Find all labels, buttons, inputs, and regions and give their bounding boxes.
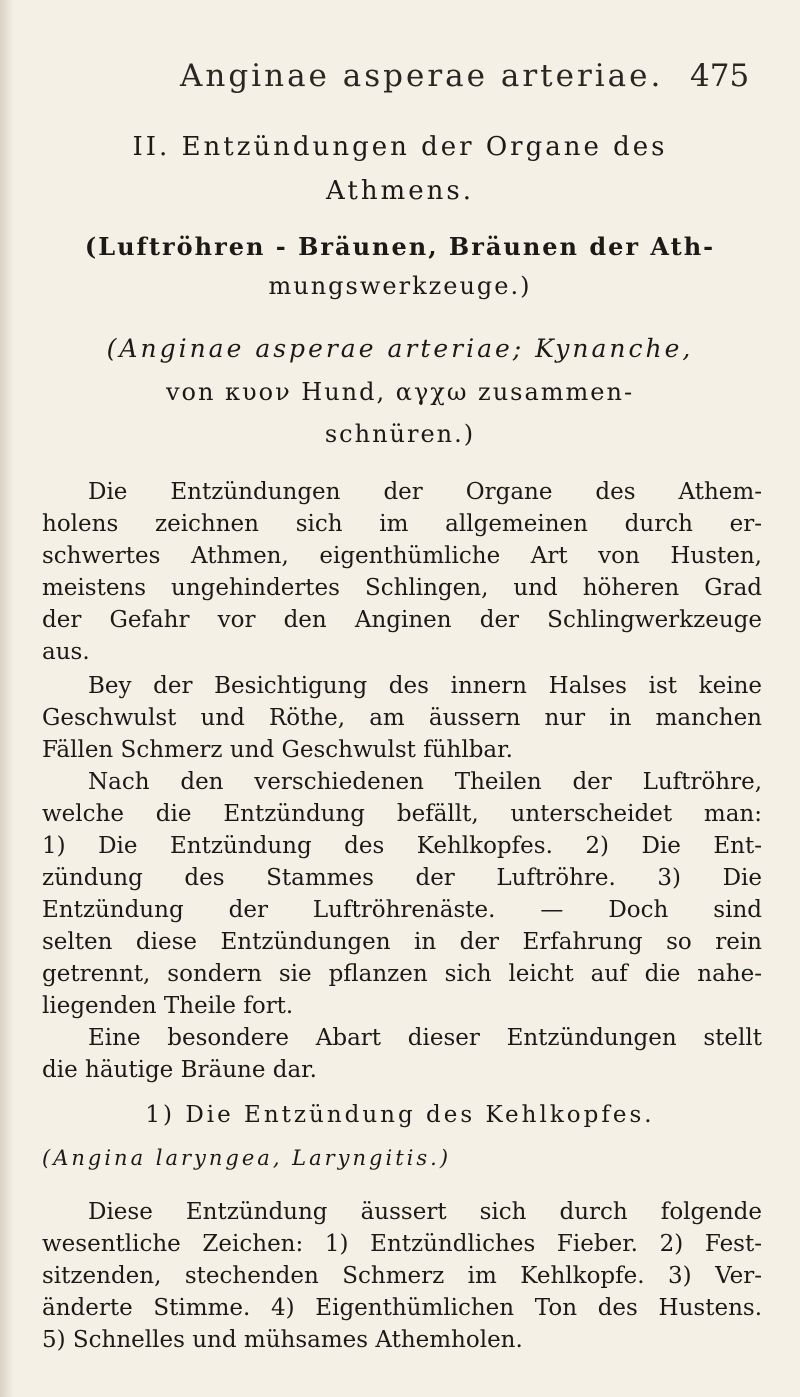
text-line: aus.: [42, 639, 90, 665]
paragraph-1: [42, 476, 762, 668]
page-header: [0, 58, 800, 102]
text-line: welche die Entzündung befällt, unterscheidet man:: [42, 801, 762, 827]
text-line: Nach den verschiedenen Theilen der Luftröhre,: [88, 769, 762, 795]
text-line: Entzündung der Luftröhrenäste. — Doch sind: [42, 897, 762, 923]
page-number: 475: [690, 58, 750, 94]
subsection-subtitle: (Angina laryngea, Laryngitis.): [42, 1146, 452, 1170]
text-line: die häutige Bräune dar.: [42, 1057, 317, 1083]
section-heading-line-1: II. Entzündungen der Organe des: [132, 132, 668, 162]
latin-heading-line-2: von κυον Hund, αγχω zusammen-: [165, 378, 635, 406]
running-title: Anginae asperae arteriae.: [180, 58, 664, 94]
text-line: der Gefahr vor den Anginen der Schlingwerkzeuge: [42, 607, 762, 633]
text-line: sitzenden, stechenden Schmerz im Kehlkopfe. 3) Ver-: [42, 1263, 762, 1289]
text-line: holens zeichnen sich im allgemeinen durch er-: [42, 511, 762, 537]
text-line: wesentliche Zeichen: 1) Entzündliches Fieber. 2) Fest-: [42, 1231, 762, 1257]
latin-heading-line-3: schnüren.): [324, 420, 476, 448]
text-line: getrennt, sondern sie pflanzen sich leicht auf die nahe-: [42, 961, 762, 987]
paragraph-2: [42, 670, 762, 766]
text-line: Eine besondere Abart dieser Entzündungen stellt: [88, 1025, 762, 1051]
text-line: liegenden Theile fort.: [42, 993, 294, 1019]
text-line: 1) Die Entzündung des Kehlkopfes. 2) Die Ent-: [42, 833, 762, 859]
text-line: zündung des Stammes der Luftröhre. 3) Die: [42, 865, 762, 891]
subsection-title: 1) Die Entzündung des Kehlkopfes.: [145, 1102, 655, 1128]
text-line: selten diese Entzündungen in der Erfahrung so rein: [42, 929, 762, 955]
page-edge-shadow: [0, 0, 14, 1397]
text-line: änderte Stimme. 4) Eigenthümlichen Ton des Hustens.: [42, 1295, 762, 1321]
text-line: Die Entzündungen der Organe des Athem-: [88, 479, 762, 505]
section-heading-line-2: Athmens.: [326, 176, 474, 206]
text-line: Bey der Besichtigung des innern Halses ist keine: [88, 673, 762, 699]
text-line: Geschwulst und Röthe, am äussern nur in manchen: [42, 705, 762, 731]
text-line: Diese Entzündung äussert sich durch folgende: [88, 1199, 762, 1225]
latin-heading-line-1: (Anginae asperae arteriae; Kynanche,: [106, 334, 694, 363]
section-subheading-line-1: (Luftröhren - Bräunen, Bräunen der Ath-: [84, 232, 716, 261]
paragraph-4: [42, 1022, 762, 1086]
paragraph-5: [42, 1196, 762, 1356]
text-line: meistens ungehindertes Schlingen, und höheren Grad: [42, 575, 762, 601]
text-line: schwertes Athmen, eigenthümliche Art von Husten,: [42, 543, 762, 569]
paragraph-3: [42, 766, 762, 1022]
text-line: 5) Schnelles und mühsames Athemholen.: [42, 1327, 523, 1353]
section-subheading-line-2: mungswerkzeuge.): [268, 272, 532, 300]
text-line: Fällen Schmerz und Geschwulst fühlbar.: [42, 737, 513, 763]
